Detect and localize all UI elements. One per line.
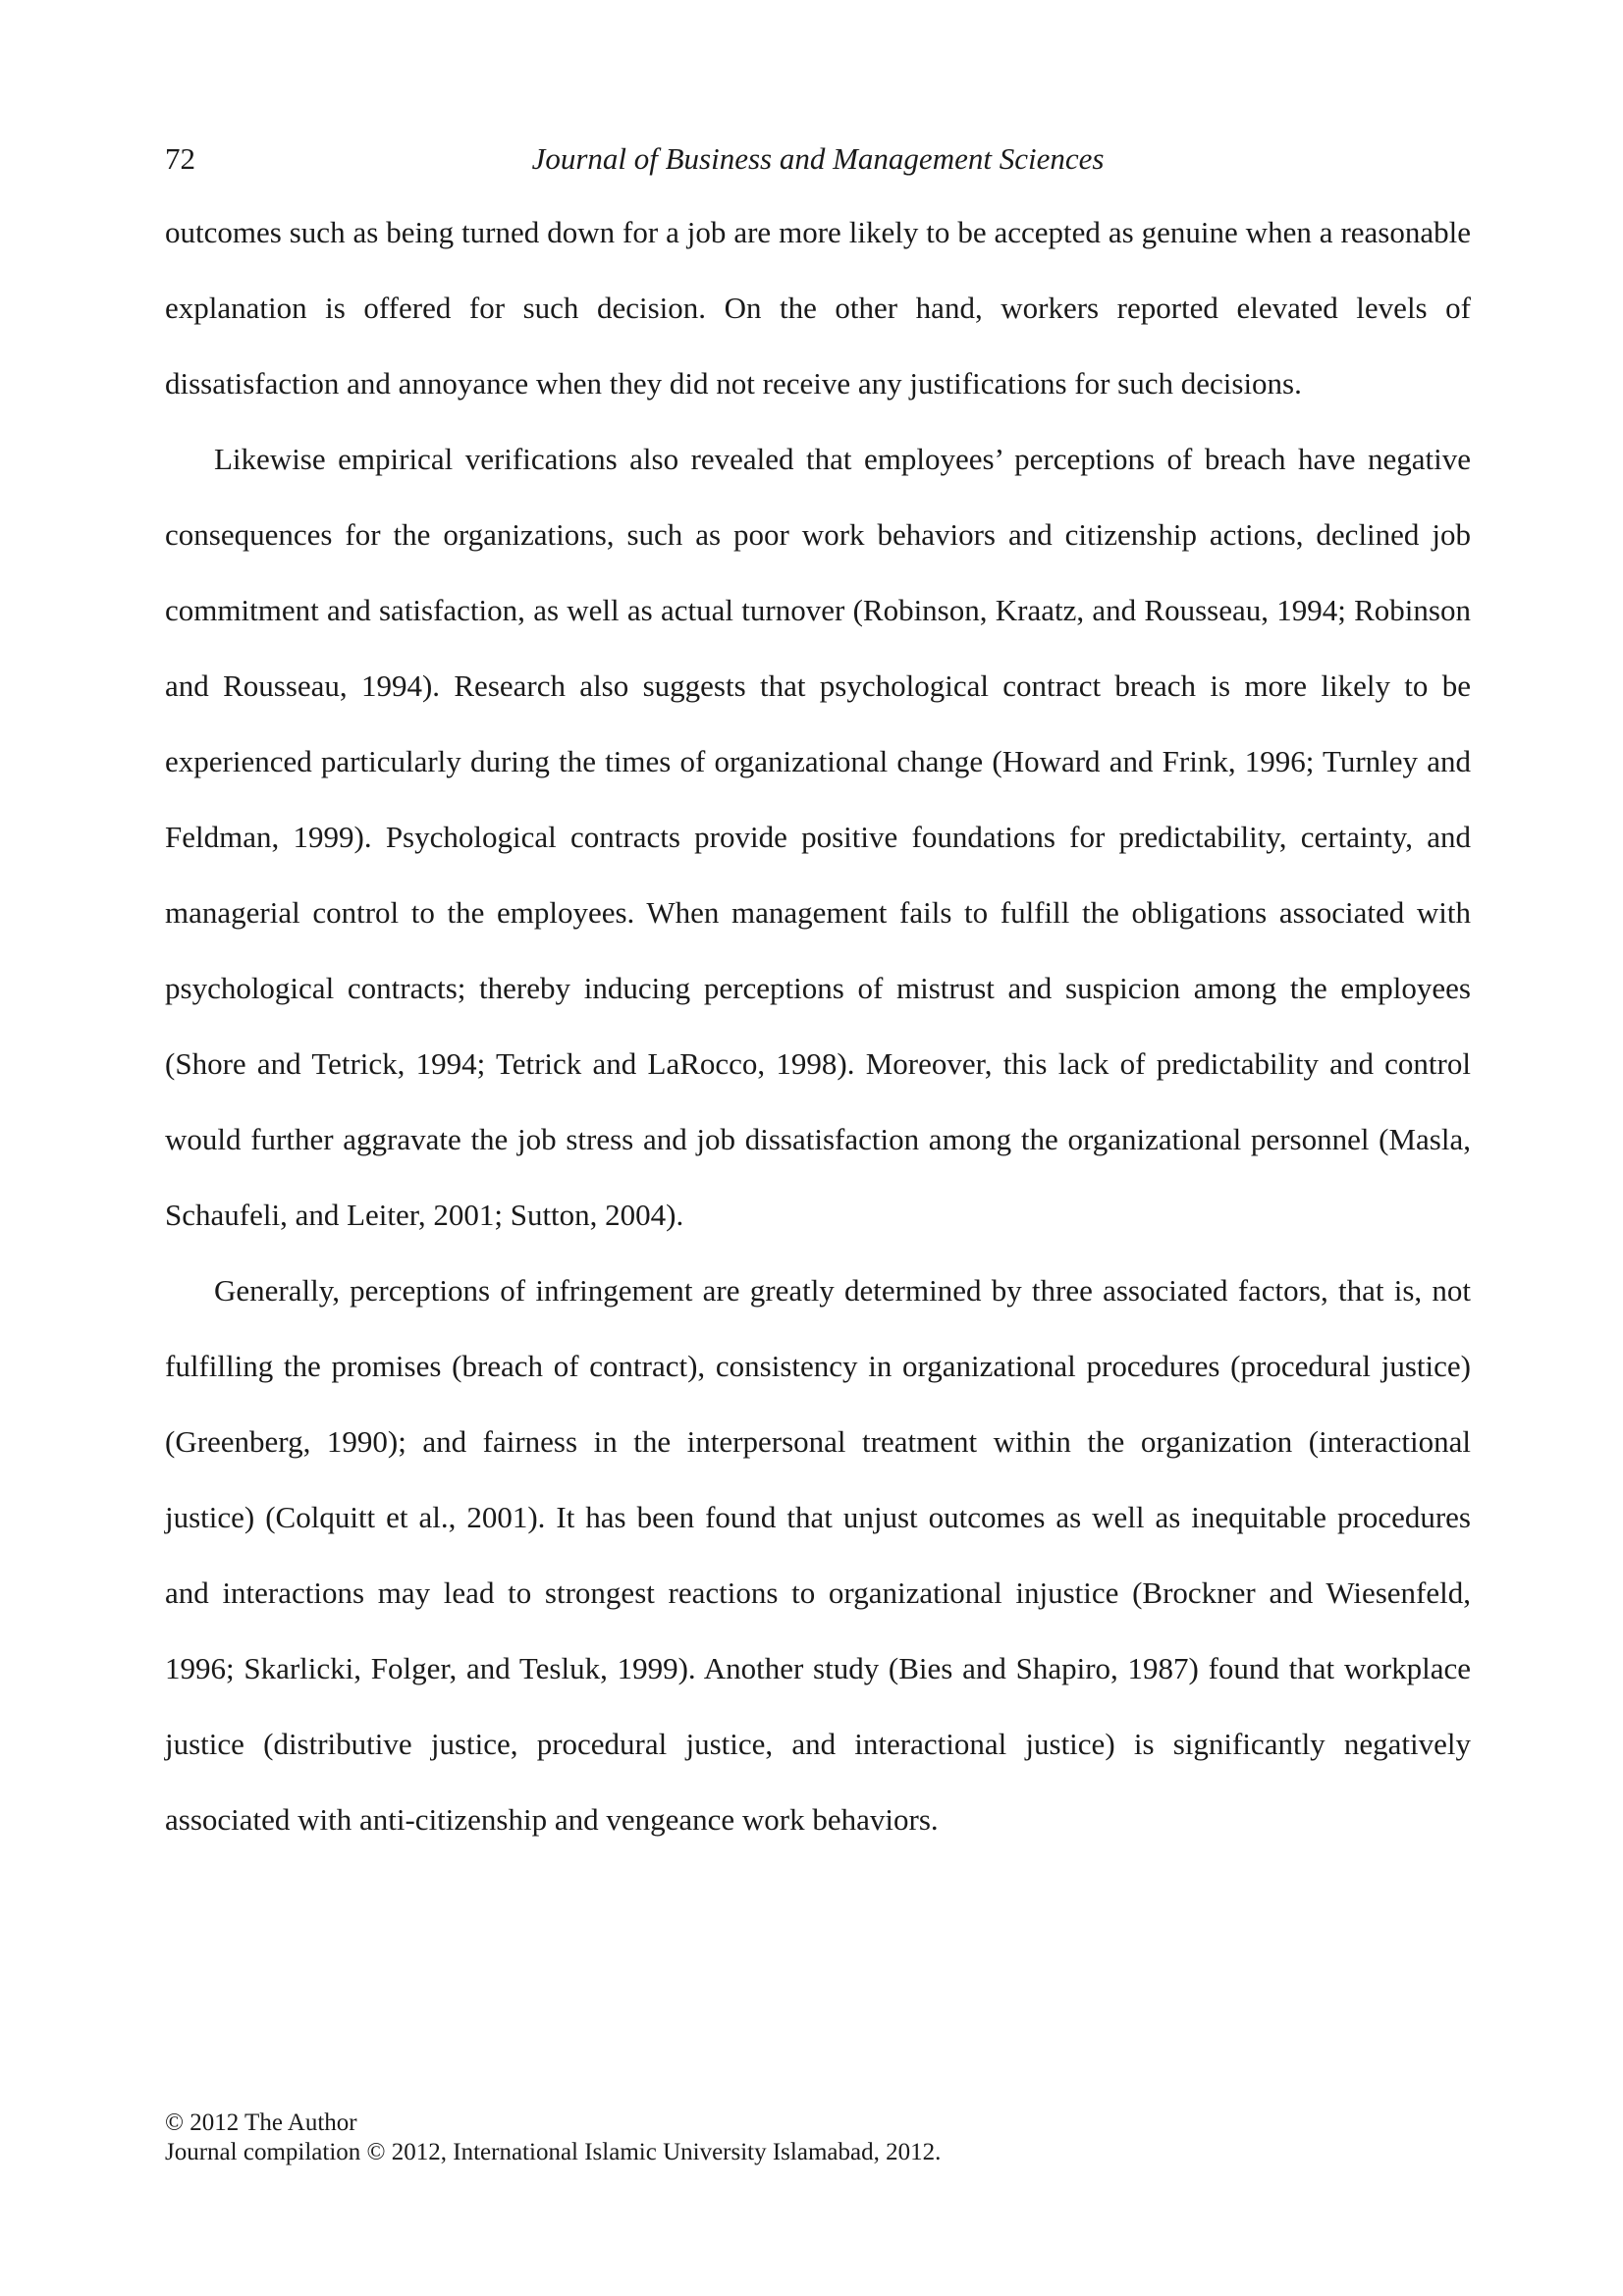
journal-title: Journal of Business and Management Sciences — [531, 141, 1105, 176]
copyright-notice: © 2012 The Author — [165, 2109, 357, 2136]
paragraph-continuation: outcomes such as being turned down for a job are more likely to be accepted as genuine when a reasonable explanation is offered for such decision. On the other hand, workers reported elevated levels of dissatisfaction and annoyance when they did not receive any justifications for such decisions. — [165, 215, 1471, 400]
body-text — [165, 194, 1471, 1857]
journal-compilation-notice: Journal compilation © 2012, International Islamic University Islamabad, 2012. — [165, 2139, 942, 2165]
paragraph-breach-consequences: Likewise empirical verifications also revealed that employees’ perceptions of breach have negative consequences for the organizations, such as poor work behaviors and citizenship actions, declined job commitment and satisfaction, as well as actual turnover (Robinson, Kraatz, and Rousseau, 1994; Robinson and Rousseau, 1994). Research also suggests that psychological contract breach is more likely to be experienced particularly during the times of organizational change (Howard and Frink, 1996; Turnley and Feldman, 1999). Psychological contracts provide positive foundations for predictability, certainty, and managerial control to the employees. When management fails to fulfill the obligations associated with psychological contracts; thereby inducing perceptions of mistrust and suspicion among the employees (Shore and Tetrick, 1994; Tetrick and LaRocco, 1998). Moreover, this lack of predictability and control would further aggravate the job stress and job dissatisfaction among the organizational personnel (Masla, Schaufeli, and Leiter, 2001; Sutton, 2004). — [165, 442, 1471, 1232]
running-header — [165, 137, 1471, 181]
paragraph-infringement-factors: Generally, perceptions of infringement are greatly determined by three associated factors, that is, not fulfilling the promises (breach of contract), consistency in organizational procedures (procedural justice) (Greenberg, 1990); and fairness in the interpersonal treatment within the organization (interactional justice) (Colquitt et al., 2001). It has been found that unjust outcomes as well as inequitable procedures and interactions may lead to strongest reactions to organizational injustice (Brockner and Wiesenfeld, 1996; Skarlicki, Folger, and Tesluk, 1999). Another study (Bies and Shapiro, 1987) found that workplace justice (distributive justice, procedural justice, and interactional justice) is significantly negatively associated with anti-citizenship and vengeance work behaviors. — [165, 1273, 1471, 1837]
page-number: 72 — [165, 141, 195, 176]
page-footer — [165, 2109, 1471, 2167]
